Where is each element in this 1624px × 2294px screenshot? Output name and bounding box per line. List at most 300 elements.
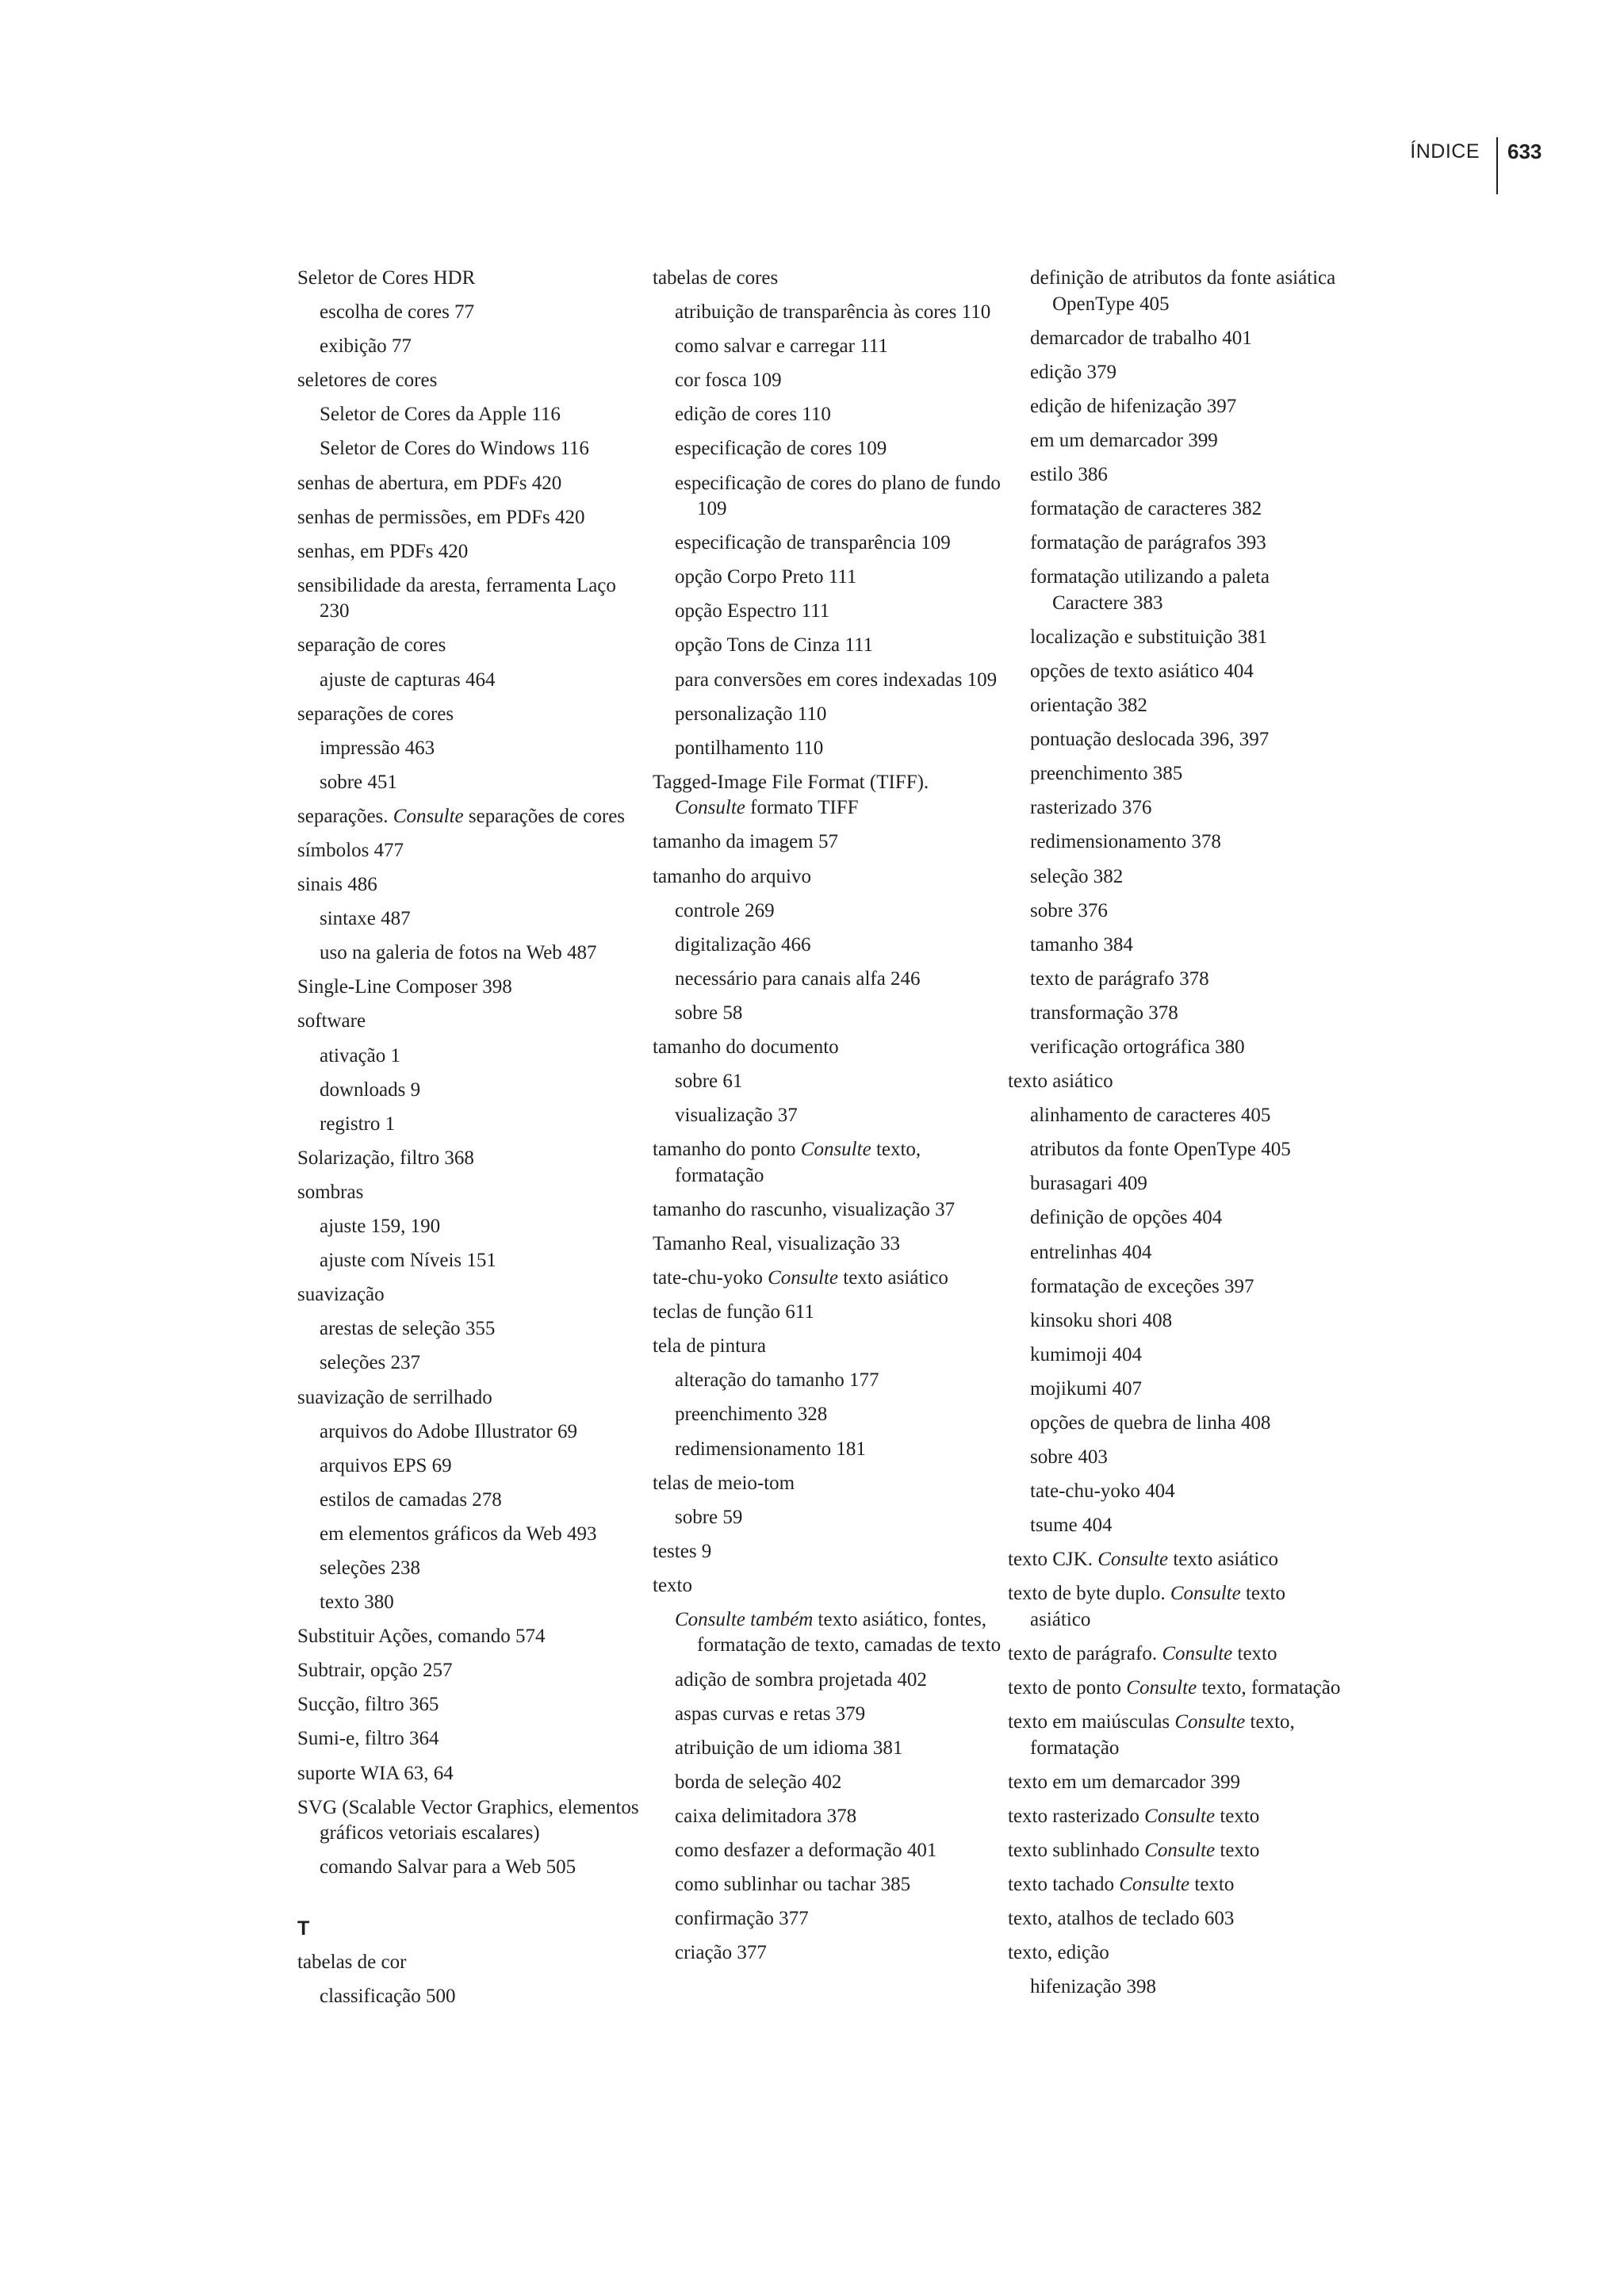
- index-subentry: [1008, 1479, 1341, 1505]
- index-entry: [653, 864, 1002, 890]
- index-subentry: [297, 1488, 646, 1514]
- entry-text: confirmação 377: [675, 1908, 809, 1930]
- cross-reference-target: texto, formatação: [1030, 1711, 1295, 1759]
- index-subentry: [297, 436, 646, 462]
- entry-text: sintaxe 487: [320, 908, 411, 930]
- entry-text: atribuição de transparência às cores 110: [675, 301, 991, 324]
- cross-reference-target: texto: [1220, 1805, 1260, 1827]
- index-subentry: [653, 530, 1002, 557]
- cross-reference: Consulte também: [675, 1608, 814, 1630]
- index-subentry: [1008, 761, 1341, 787]
- index-subentry: [297, 940, 646, 967]
- index-entry: [1008, 1710, 1341, 1761]
- index-subentry: [653, 1505, 1002, 1531]
- index-entry: [297, 1726, 646, 1752]
- entry-text: senhas, em PDFs 420: [297, 540, 469, 562]
- cross-reference-target: separações de cores: [468, 805, 626, 827]
- entry-text: separações de cores: [297, 703, 454, 725]
- index-entry: [297, 975, 646, 1001]
- cross-reference: Consulte: [1162, 1643, 1233, 1665]
- entry-text: texto em um demarcador 399: [1008, 1771, 1240, 1793]
- entry-text: texto asiático: [1008, 1070, 1113, 1093]
- index-entry: [297, 1146, 646, 1172]
- index-subentry: [653, 300, 1002, 326]
- entry-text: especificação de cores do plano de fundo 109: [675, 472, 1001, 520]
- entry-text: tamanho do documento: [653, 1036, 839, 1058]
- entry-text: verificação ortográfica 380: [1030, 1036, 1245, 1058]
- entry-text: sobre 451: [320, 771, 397, 793]
- index-subentry: [1008, 1137, 1341, 1163]
- index-subentry: [297, 1078, 646, 1104]
- index-subentry: [297, 668, 646, 694]
- index-subentry: [297, 1214, 646, 1240]
- index-subentry: [1008, 933, 1341, 959]
- index-subentry: [653, 471, 1002, 523]
- index-entry: [653, 829, 1002, 856]
- cross-reference-target: texto: [1220, 1840, 1260, 1862]
- index-subentry: [653, 1001, 1002, 1027]
- entry-text: sobre 59: [675, 1506, 743, 1528]
- cross-reference-target: formato TIFF: [750, 797, 859, 819]
- cross-reference: Consulte: [1144, 1805, 1216, 1827]
- entry-text: borda de seleção 402: [675, 1771, 842, 1793]
- entry-text: especificação de transparência 109: [675, 532, 951, 554]
- entry-text: tate-chu-yoko: [653, 1267, 763, 1289]
- index-subentry: [653, 1906, 1002, 1932]
- index-entry: [653, 1573, 1002, 1599]
- entry-text: senhas de permissões, em PDFs 420: [297, 506, 585, 528]
- entry-text: em elementos gráficos da Web 493: [320, 1522, 597, 1545]
- entry-text: localização e substituição 381: [1030, 626, 1268, 648]
- index-entry: [297, 1009, 646, 1035]
- index-subentry: [1008, 1035, 1341, 1061]
- index-subentry: [653, 702, 1002, 728]
- index-subentry: [1008, 565, 1341, 616]
- entry-text: ajuste 159, 190: [320, 1216, 441, 1238]
- entry-text: preenchimento 328: [675, 1404, 828, 1426]
- index-subentry: [297, 906, 646, 933]
- entry-text: redimensionamento 378: [1030, 831, 1221, 853]
- index-subentry: [1008, 625, 1341, 651]
- index-subentry: [1008, 1103, 1341, 1129]
- entry-text: entrelinhas 404: [1030, 1241, 1152, 1263]
- index-entry: [653, 1300, 1002, 1326]
- entry-text: em um demarcador 399: [1030, 429, 1218, 451]
- entry-text: opção Espectro 111: [675, 600, 830, 622]
- index-subentry: [653, 334, 1002, 360]
- index-entry: [297, 573, 646, 625]
- entry-text: opção Corpo Preto 111: [675, 566, 857, 588]
- entry-text: sobre 61: [675, 1070, 743, 1093]
- entry-text: kumimoji 404: [1030, 1343, 1142, 1365]
- index-subentry: [1008, 496, 1341, 523]
- entry-text: arquivos EPS 69: [320, 1454, 452, 1476]
- cross-reference: Consulte: [768, 1267, 838, 1289]
- index-subentry: [297, 334, 646, 360]
- index-entry: [653, 1137, 1002, 1189]
- entry-text: tamanho do rascunho, visualização 37: [653, 1198, 956, 1220]
- index-subentry: [653, 967, 1002, 993]
- entry-text: mojikumi 407: [1030, 1377, 1142, 1400]
- entry-text: senhas de abertura, em PDFs 420: [297, 472, 562, 494]
- cross-reference-target: texto asiático, fontes, formatação de texto, camadas de texto: [697, 1608, 1002, 1656]
- entry-text: suavização de serrilhado: [297, 1386, 492, 1408]
- entry-text: texto, edição: [1008, 1942, 1109, 1964]
- entry-text: Substituir Ações, comando 574: [297, 1626, 546, 1648]
- entry-text: rasterizado 376: [1030, 797, 1152, 819]
- entry-text: tamanho do ponto: [653, 1139, 796, 1161]
- index-subentry: [297, 1855, 646, 1881]
- entry-text: texto CJK.: [1008, 1549, 1093, 1571]
- index-subentry: [297, 1556, 646, 1582]
- entry-text: kinsoku shori 408: [1030, 1309, 1173, 1331]
- entry-text: texto de parágrafo 378: [1030, 967, 1209, 990]
- index-subentry: [653, 1940, 1002, 1967]
- cross-reference-target: texto asiático: [843, 1267, 948, 1289]
- entry-text: software: [297, 1010, 366, 1032]
- entry-text: formatação de parágrafos 393: [1030, 532, 1266, 554]
- index-subentry: [1008, 394, 1341, 420]
- index-subentry: [1008, 360, 1341, 386]
- entry-text: downloads 9: [320, 1078, 421, 1101]
- entry-text: atributos da fonte OpenType 405: [1030, 1139, 1291, 1161]
- index-entry: [653, 1231, 1002, 1258]
- cross-reference: Consulte: [800, 1139, 871, 1161]
- cross-reference: Consulte: [1174, 1711, 1246, 1733]
- index-subentry: [1008, 1342, 1341, 1369]
- index-subentry: [653, 668, 1002, 694]
- entry-text: ajuste com Níveis 151: [320, 1250, 496, 1272]
- entry-text: Sumi-e, filtro 364: [297, 1728, 439, 1750]
- entry-text: texto de parágrafo.: [1008, 1643, 1158, 1665]
- entry-text: exibição 77: [320, 335, 412, 358]
- entry-text: para conversões em cores indexadas 109: [675, 668, 998, 691]
- entry-text: como salvar e carregar 111: [675, 335, 888, 358]
- entry-text: alinhamento de caracteres 405: [1030, 1105, 1271, 1127]
- index-entry: [1008, 1804, 1341, 1830]
- index-subentry: [653, 436, 1002, 462]
- entry-text: escolha de cores 77: [320, 301, 475, 324]
- entry-text: suporte WIA 63, 64: [297, 1762, 454, 1784]
- index-subentry: [653, 1668, 1002, 1694]
- entry-text: teclas de função 611: [653, 1301, 814, 1323]
- cross-reference-target: texto, formatação: [675, 1139, 921, 1186]
- entry-text: telas de meio-tom: [653, 1472, 795, 1494]
- index-subentry: [1008, 1240, 1341, 1266]
- entry-text: edição de cores 110: [675, 404, 831, 426]
- index-entry: [1008, 1547, 1341, 1573]
- index-entry: [297, 872, 646, 898]
- index-subentry: [1008, 1205, 1341, 1231]
- entry-text: Seletor de Cores da Apple 116: [320, 404, 561, 426]
- entry-text: demarcador de trabalho 401: [1030, 327, 1252, 349]
- index-entry: [297, 505, 646, 531]
- index-subentry: [1008, 864, 1341, 890]
- index-entry: [297, 539, 646, 565]
- index-entry: [297, 368, 646, 394]
- cross-reference: Consulte: [675, 797, 745, 819]
- entry-text: sombras: [297, 1181, 364, 1203]
- entry-text: SVG (Scalable Vector Graphics, elementos gráficos vetoriais escalares): [297, 1796, 639, 1844]
- entry-text: Single-Line Composer 398: [297, 976, 512, 998]
- entry-text: registro 1: [320, 1113, 396, 1135]
- index-subentry: [1008, 428, 1341, 454]
- index-subentry: [653, 1804, 1002, 1830]
- entry-text: texto: [653, 1574, 692, 1596]
- index-subentry: [653, 736, 1002, 762]
- section-letter: T: [297, 1917, 310, 1940]
- entry-text: orientação 382: [1030, 695, 1147, 717]
- index-subentry: [297, 736, 646, 762]
- entry-text: formatação utilizando a paleta Caractere 383: [1030, 566, 1270, 614]
- index-entry: [297, 266, 646, 292]
- entry-text: tamanho do arquivo: [653, 865, 811, 887]
- entry-text: criação 377: [675, 1942, 767, 1964]
- entry-text: seleções 238: [320, 1557, 421, 1579]
- index-entry: [1008, 1872, 1341, 1898]
- index-subentry: [1008, 795, 1341, 821]
- entry-text: tsume 404: [1030, 1515, 1113, 1537]
- entry-text: separações.: [297, 805, 389, 827]
- index-entry: [653, 1035, 1002, 1061]
- entry-text: edição 379: [1030, 361, 1116, 383]
- entry-text: arestas de seleção 355: [320, 1318, 496, 1340]
- entry-text: opções de quebra de linha 408: [1030, 1412, 1271, 1434]
- index-entry: [297, 1658, 646, 1684]
- entry-text: suavização: [297, 1284, 385, 1306]
- entry-text: Seletor de Cores do Windows 116: [320, 438, 589, 460]
- section-label: ÍNDICE: [1410, 140, 1480, 163]
- index-subentry: [653, 898, 1002, 925]
- entry-text: seleção 382: [1030, 865, 1124, 887]
- index-subentry: [653, 1103, 1002, 1129]
- entry-text: sobre 376: [1030, 899, 1108, 921]
- index-entry: [653, 1266, 1002, 1292]
- entry-text: texto de byte duplo.: [1008, 1583, 1166, 1605]
- index-column-3: [1008, 266, 1341, 2009]
- entry-text: comando Salvar para a Web 505: [320, 1856, 576, 1878]
- entry-text: atribuição de um idioma 381: [675, 1737, 903, 1759]
- index-subentry: [653, 599, 1002, 625]
- index-subentry: [653, 1368, 1002, 1394]
- entry-text: digitalização 466: [675, 933, 811, 956]
- entry-text: como desfazer a deformação 401: [675, 1840, 937, 1862]
- index-subentry: [653, 565, 1002, 591]
- entry-text: cor fosca 109: [675, 370, 782, 392]
- entry-text: necessário para canais alfa 246: [675, 967, 921, 990]
- entry-text: caixa delimitadora 378: [675, 1805, 857, 1827]
- entry-text: burasagari 409: [1030, 1173, 1147, 1195]
- entry-text: adição de sombra projetada 402: [675, 1668, 927, 1691]
- index-entry: [653, 1539, 1002, 1565]
- entry-text: definição de atributos da fonte asiática OpenType 405: [1030, 267, 1336, 315]
- entry-text: controle 269: [675, 899, 775, 921]
- entry-text: tamanho 384: [1030, 933, 1133, 956]
- index-subentry: [653, 633, 1002, 659]
- cross-reference: Consulte: [1170, 1583, 1241, 1605]
- index-entry: [297, 804, 646, 830]
- entry-text: pontilhamento 110: [675, 737, 824, 759]
- cross-reference: Consulte: [1119, 1874, 1190, 1896]
- index-subentry: [297, 1112, 646, 1138]
- cross-reference-target: texto asiático: [1030, 1583, 1285, 1630]
- entry-text: texto em maiúsculas: [1008, 1711, 1170, 1733]
- entry-text: Tamanho Real, visualização 33: [653, 1232, 901, 1254]
- entry-text: Tagged-Image File Format (TIFF).: [653, 771, 929, 793]
- index-subentry: [297, 1248, 646, 1274]
- index-subentry: [1008, 727, 1341, 753]
- index-entry: [297, 702, 646, 728]
- entry-text: classificação 500: [320, 1985, 456, 2007]
- index-subentry: [653, 1607, 1002, 1659]
- index-subentry: [1008, 1411, 1341, 1437]
- entry-text: estilo 386: [1030, 463, 1108, 485]
- index-subentry: [653, 1770, 1002, 1796]
- entry-text: seletores de cores: [297, 370, 438, 392]
- index-subentry: [1008, 326, 1341, 352]
- entry-text: Solarização, filtro 368: [297, 1147, 474, 1169]
- index-entry: [297, 471, 646, 497]
- entry-text: formatação de exceções 397: [1030, 1275, 1254, 1297]
- index-entry: [297, 633, 646, 659]
- index-entry: [1008, 1770, 1341, 1796]
- entry-text: testes 9: [653, 1540, 712, 1562]
- entry-text: texto tachado: [1008, 1874, 1114, 1896]
- index-entry: [653, 1197, 1002, 1224]
- index-entry: [1008, 1676, 1341, 1702]
- index-subentry: [1008, 1377, 1341, 1403]
- entry-text: ativação 1: [320, 1044, 401, 1067]
- index-subentry: [1008, 1171, 1341, 1197]
- cross-reference-target: texto: [1194, 1874, 1235, 1896]
- entry-text: símbolos 477: [297, 840, 404, 861]
- index-entry: [297, 1385, 646, 1411]
- index-column-1: [297, 266, 646, 2018]
- entry-text: texto rasterizado: [1008, 1805, 1139, 1827]
- index-subentry: [297, 1522, 646, 1548]
- entry-text: alteração do tamanho 177: [675, 1369, 879, 1392]
- index-entry: [653, 1471, 1002, 1497]
- index-subentry: [1008, 530, 1341, 557]
- cross-reference-target: texto asiático: [1173, 1549, 1278, 1571]
- entry-text: tamanho da imagem 57: [653, 831, 838, 853]
- index-subentry: [653, 402, 1002, 428]
- entry-text: hifenização 398: [1030, 1976, 1156, 1998]
- index-subentry: [653, 1736, 1002, 1762]
- index-subentry: [653, 1069, 1002, 1095]
- entry-text: definição de opções 404: [1030, 1207, 1223, 1229]
- index-subentry: [1008, 462, 1341, 488]
- index-subentry: [653, 1702, 1002, 1728]
- index-subentry: [297, 1044, 646, 1070]
- entry-text: opção Tons de Cinza 111: [675, 634, 874, 657]
- page-number: 633: [1507, 140, 1542, 163]
- entry-text: tate-chu-yoko 404: [1030, 1480, 1175, 1503]
- entry-text: texto de ponto: [1008, 1677, 1122, 1699]
- entry-text: formatação de caracteres 382: [1030, 498, 1262, 520]
- cross-reference: Consulte: [393, 805, 464, 827]
- index-subentry: [653, 368, 1002, 394]
- index-subentry: [653, 1838, 1002, 1864]
- index-entry: [297, 1282, 646, 1308]
- index-subentry: [653, 1437, 1002, 1463]
- entry-text: tabelas de cor: [297, 1951, 407, 1973]
- index-subentry: [1008, 1308, 1341, 1335]
- index-subentry: [1008, 693, 1341, 719]
- index-entry: [297, 838, 646, 864]
- entry-text: texto, atalhos de teclado 603: [1008, 1908, 1235, 1930]
- index-entry: [297, 1624, 646, 1650]
- entry-text: preenchimento 385: [1030, 763, 1183, 785]
- index-subentry: [297, 1419, 646, 1446]
- entry-text: especificação de cores 109: [675, 438, 887, 460]
- entry-text: opções de texto asiático 404: [1030, 660, 1254, 682]
- header-divider: [1496, 137, 1498, 194]
- entry-text: sobre 58: [675, 1001, 743, 1024]
- index-subentry: [1008, 1974, 1341, 2001]
- entry-text: Seletor de Cores HDR: [297, 267, 476, 289]
- cross-reference: Consulte: [1144, 1840, 1216, 1862]
- index-subentry: [1008, 1445, 1341, 1471]
- index-entry: [1008, 1940, 1341, 1967]
- entry-text: edição de hifenização 397: [1030, 395, 1237, 417]
- index-entry: [297, 1795, 646, 1847]
- cross-reference-target: texto: [1237, 1643, 1277, 1665]
- index-entry: [653, 770, 1002, 821]
- index-subentry: [1008, 1001, 1341, 1027]
- index-subentry: [297, 1316, 646, 1342]
- index-entry: [297, 1761, 646, 1787]
- index-entry: [653, 1334, 1002, 1360]
- cross-reference-target: texto, formatação: [1201, 1677, 1341, 1699]
- entry-text: pontuação deslocada 396, 397: [1030, 729, 1270, 751]
- index-subentry: [297, 1984, 646, 2010]
- index-entry: [1008, 1581, 1341, 1633]
- index-entry: [1008, 1641, 1341, 1668]
- index-subentry: [653, 1872, 1002, 1898]
- cross-reference: Consulte: [1126, 1677, 1197, 1699]
- entry-text: como sublinhar ou tachar 385: [675, 1874, 911, 1896]
- entry-text: arquivos do Adobe Illustrator 69: [320, 1420, 577, 1442]
- index-subentry: [1008, 1513, 1341, 1539]
- index-subentry: [297, 1350, 646, 1377]
- entry-text: personalização 110: [675, 703, 827, 725]
- index-subentry: [1008, 659, 1341, 685]
- index-entry: [1008, 1838, 1341, 1864]
- entry-text: seleções 237: [320, 1352, 421, 1374]
- entry-text: redimensionamento 181: [675, 1438, 866, 1460]
- entry-text: sensibilidade da aresta, ferramenta Laço 230: [297, 574, 616, 622]
- index-subentry: [1008, 967, 1341, 993]
- entry-text: sobre 403: [1030, 1446, 1108, 1469]
- index-column-2: [653, 266, 1002, 1974]
- index-subentry: [297, 402, 646, 428]
- index-entry: [1008, 1069, 1341, 1095]
- entry-text: Subtrair, opção 257: [297, 1660, 453, 1682]
- index-subentry: [297, 1453, 646, 1480]
- index-entry: [653, 266, 1002, 292]
- cross-reference: Consulte: [1097, 1549, 1169, 1571]
- index-subentry: [1008, 898, 1341, 925]
- entry-text: texto sublinhado: [1008, 1840, 1139, 1862]
- entry-text: tela de pintura: [653, 1335, 766, 1358]
- entry-text: ajuste de capturas 464: [320, 668, 496, 691]
- entry-text: impressão 463: [320, 737, 435, 759]
- index-subentry: [297, 300, 646, 326]
- index-subentry: [1008, 266, 1341, 317]
- entry-text: transformação 378: [1030, 1001, 1178, 1024]
- entry-text: uso na galeria de fotos na Web 487: [320, 942, 597, 964]
